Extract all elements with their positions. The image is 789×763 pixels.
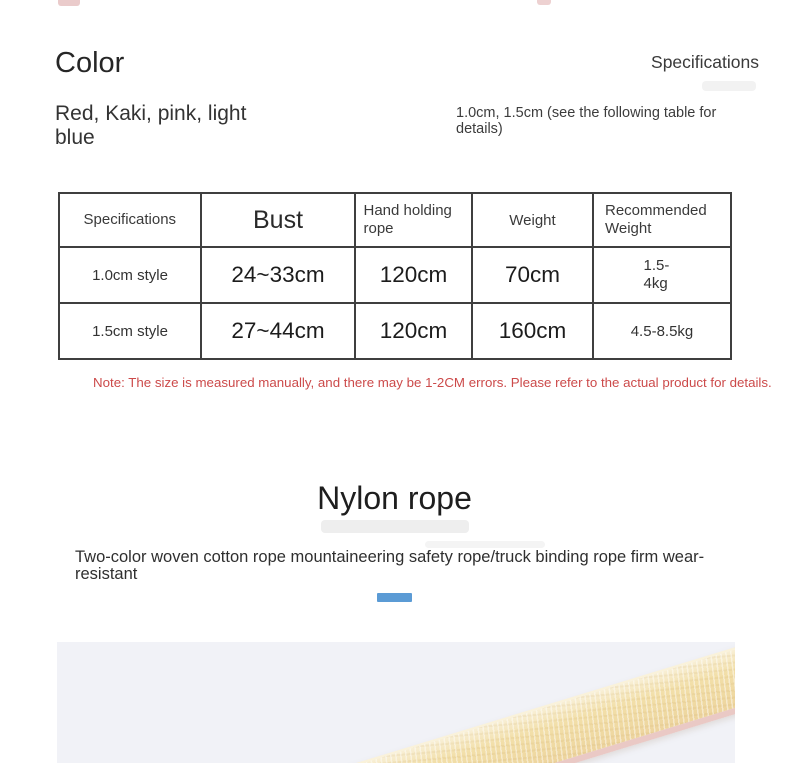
cell-style: 1.0cm style [59,247,201,303]
cell-recommended-weight: 1.5-4kg [593,247,731,303]
specifications-value-text: 1.0cm, 1.5cm (see the following table for details) [456,105,717,137]
text-ghost-artifact [702,81,756,91]
nylon-rope-title: Nylon rope [317,480,472,516]
table-header-row [59,193,731,247]
header-specifications: Specifications [59,193,201,247]
cell-hand-rope: 120cm [355,247,472,303]
nylon-rope-description: Two-color woven cotton rope mountaineering safety rope/truck binding rope firm wear-resistant [75,548,705,584]
product-photo [57,642,735,763]
cell-weight: 70cm [472,247,593,303]
color-value-text: Red, Kaki, pink, light blue [55,102,247,149]
cell-recommended-weight: 4.5-8.5kg [593,303,731,359]
table-row [59,247,731,303]
nylon-strap-image [278,642,735,763]
cell-bust: 24~33cm [201,247,355,303]
top-red-fragment-left [58,0,80,6]
size-spec-table [58,192,732,360]
cell-bust: 27~44cm [201,303,355,359]
color-section-title: Color [55,47,125,79]
text-ghost-artifact [425,541,545,548]
specifications-section-title: Specifications [651,52,759,72]
header-bust: Bust [201,193,355,247]
blue-divider [377,593,412,602]
cell-hand-rope: 120cm [355,303,472,359]
top-red-fragment-right [537,0,551,5]
size-note: Note: The size is measured manually, and there may be 1-2CM errors. Please refer to the actual product for details. [93,375,772,390]
table-row [59,303,731,359]
header-recommended-weight: Recommended Weight [593,193,731,247]
text-ghost-artifact [321,520,469,533]
header-weight: Weight [472,193,593,247]
cell-weight: 160cm [472,303,593,359]
header-hand-holding-rope: Hand holding rope [355,193,472,247]
cell-style: 1.5cm style [59,303,201,359]
